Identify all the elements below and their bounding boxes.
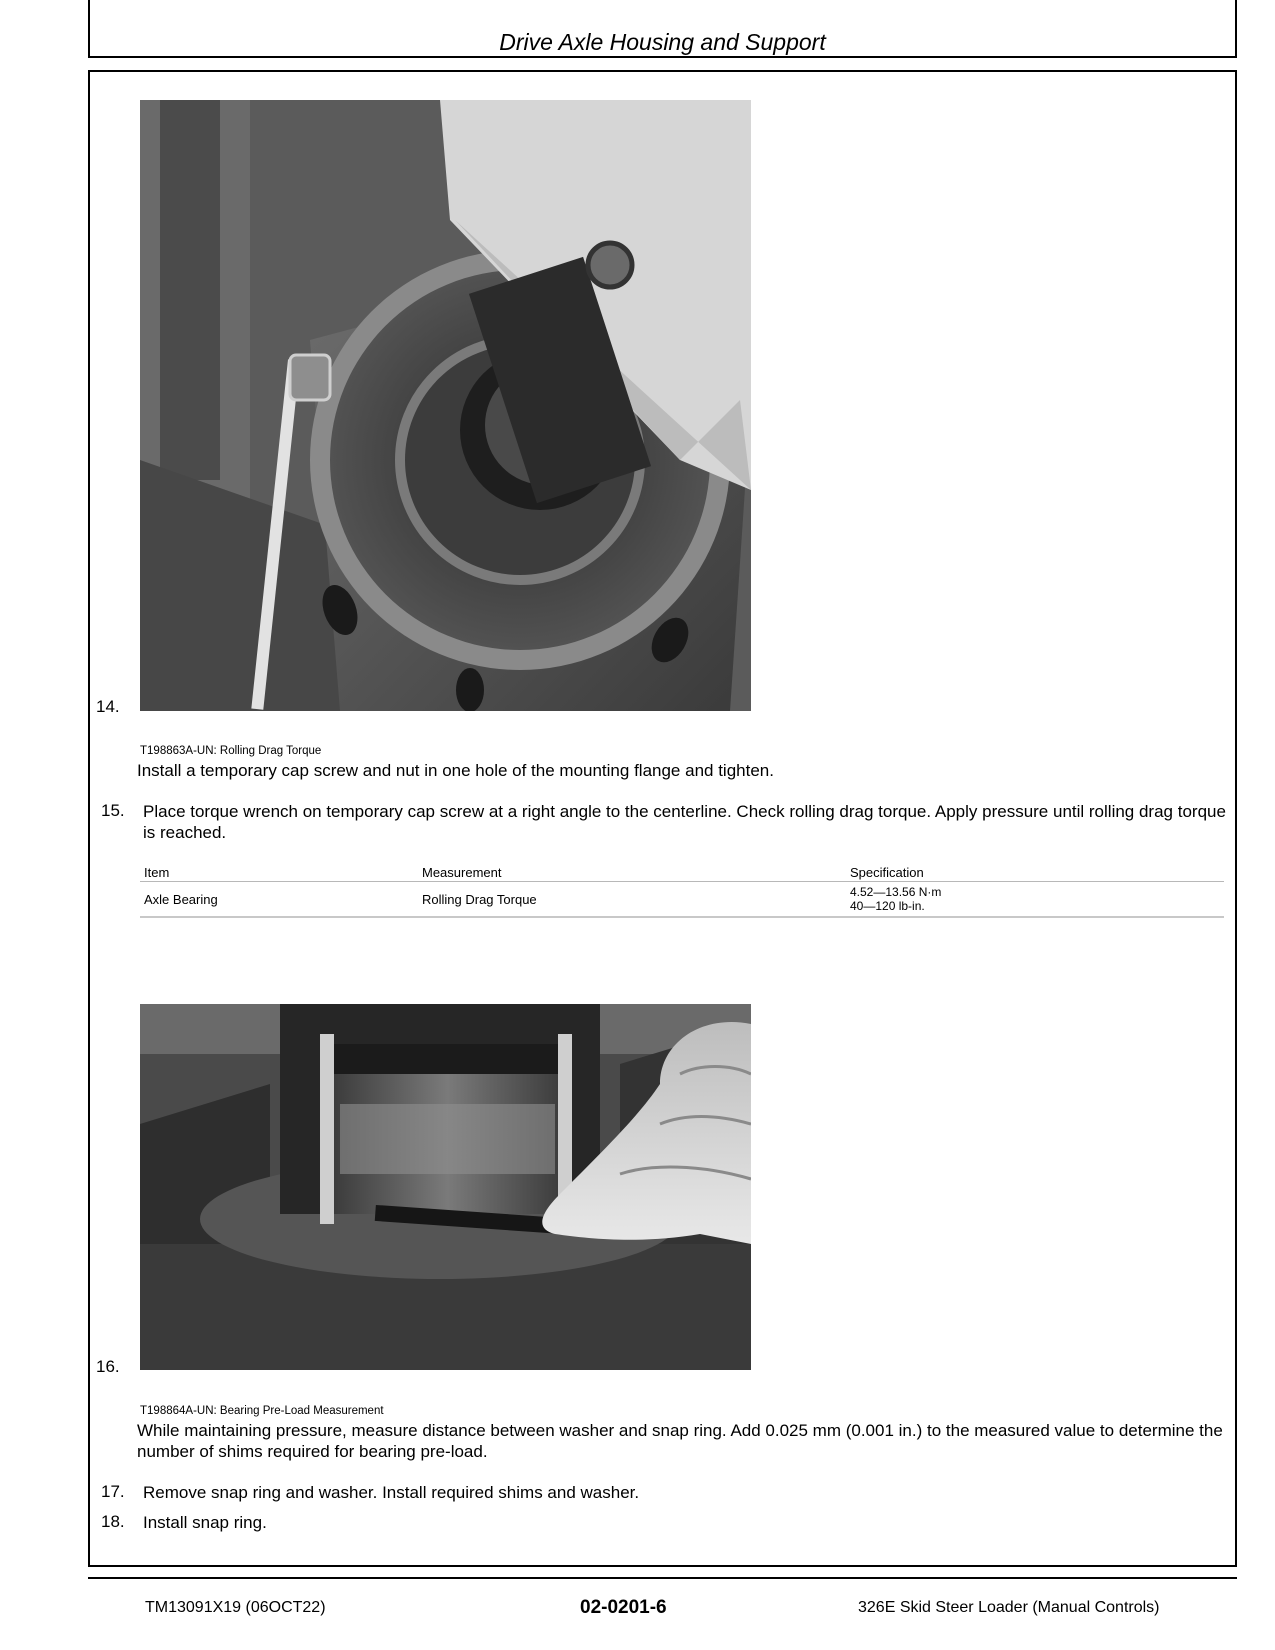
step-16-number: 16. xyxy=(96,1357,120,1376)
footer-page-number: 02-0201-6 xyxy=(580,1597,667,1618)
photo-bearing-preload-illustration xyxy=(140,1004,751,1370)
step-16-text: While maintaining pressure, measure distance between washer and snap ring. Add 0.025 mm (0.001 in.) to the measured value to determine the number of shims required for bearing pre-load. xyxy=(137,1421,1223,1461)
step-17-text: Remove snap ring and washer. Install required shims and washer. xyxy=(143,1483,640,1502)
footer-doc-id: TM13091X19 (06OCT22) xyxy=(145,1599,326,1616)
footer-rule xyxy=(88,1577,1237,1579)
photo-bearing-preload-measurement xyxy=(140,1004,751,1370)
spec-col-item: Item xyxy=(140,862,418,882)
page-title: Drive Axle Housing and Support xyxy=(499,29,826,55)
spec-imperial-value: 40—120 lb-in. xyxy=(850,899,925,913)
step-15-text: Place torque wrench on temporary cap screw at a right angle to the centerline. Check rolling drag torque. Apply pressure until rolling drag torque is reached. xyxy=(143,802,1226,842)
spec-item-cell: Axle Bearing xyxy=(140,882,418,918)
photo-rolling-drag-torque-illustration xyxy=(140,100,751,711)
step-14-number: 14. xyxy=(96,697,120,716)
spec-measurement-cell: Rolling Drag Torque xyxy=(418,882,846,918)
spec-col-specification: Specification xyxy=(846,862,1224,882)
footer-product: 326E Skid Steer Loader (Manual Controls) xyxy=(858,1599,1160,1616)
photo-rolling-drag-torque xyxy=(140,100,751,711)
step-15-number: 15. xyxy=(101,801,125,820)
table-row xyxy=(140,882,1224,918)
step-14-caption: T198863A-UN: Rolling Drag Torque xyxy=(140,745,322,757)
spec-table-header-row xyxy=(140,862,1224,882)
step-14-text: Install a temporary cap screw and nut in one hole of the mounting flange and tighten. xyxy=(137,761,774,780)
step-18-number: 18. xyxy=(101,1512,125,1531)
step-16-caption: T198864A-UN: Bearing Pre-Load Measurement xyxy=(140,1405,384,1417)
step-17-number: 17. xyxy=(101,1482,125,1501)
spec-col-measurement: Measurement xyxy=(418,862,846,882)
spec-value-cell xyxy=(846,882,1224,918)
spec-metric-value: 4.52—13.56 N·m xyxy=(850,885,942,899)
step-18-text: Install snap ring. xyxy=(143,1513,267,1532)
spec-table xyxy=(140,862,1224,918)
